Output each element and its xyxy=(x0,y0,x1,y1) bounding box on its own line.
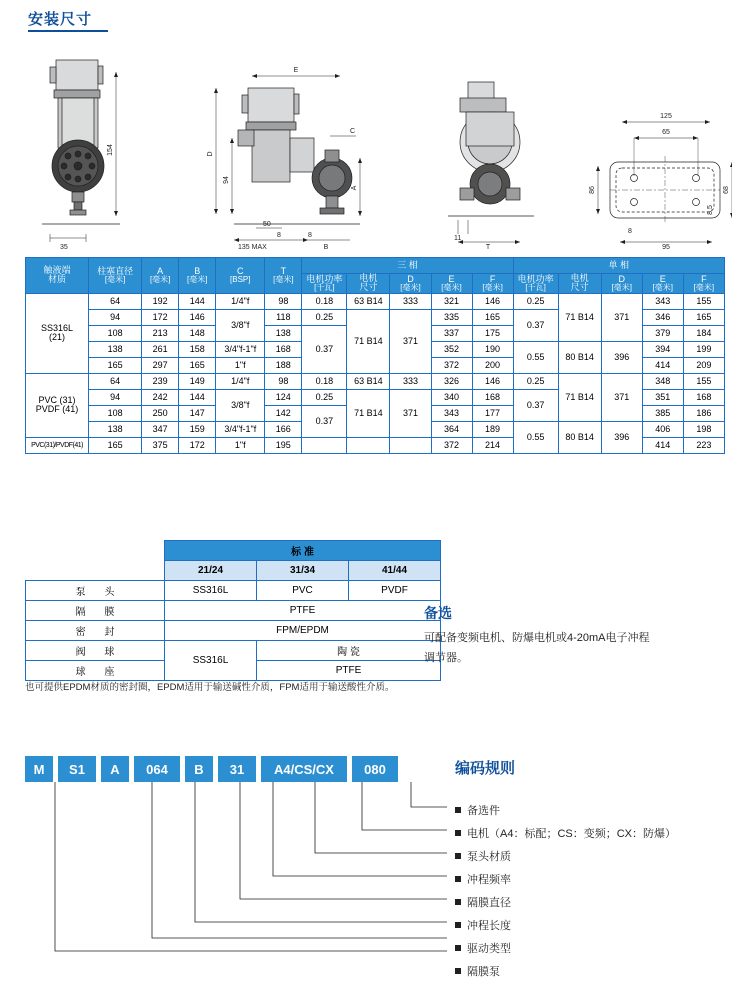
cell-e-3p: 321 xyxy=(431,293,472,309)
cell-e-3p: 364 xyxy=(431,421,472,437)
cell-c: 3/8"f xyxy=(216,389,265,421)
cell-b: 148 xyxy=(179,325,216,341)
svg-text:A: A xyxy=(351,185,358,191)
cell-power-3p: 0.37 xyxy=(302,405,347,437)
cell-power-3p: 0.25 xyxy=(302,309,347,325)
svg-text:154: 154 xyxy=(107,144,114,156)
cell-f-1p: 186 xyxy=(683,405,724,421)
cell-power-1p: 0.25 xyxy=(513,373,558,389)
cell-motor-3p: 63 B14 xyxy=(347,293,390,309)
standard-materials-table xyxy=(25,540,441,681)
cell-c: 3/4"f-1"f xyxy=(216,341,265,357)
cell-e-1p: 406 xyxy=(642,421,683,437)
svg-text:B: B xyxy=(323,244,329,250)
std-cell: SS316L xyxy=(165,641,257,681)
cell-d-1p: 371 xyxy=(601,373,642,421)
code-legend-item xyxy=(455,915,745,938)
svg-text:D: D xyxy=(207,151,214,157)
cell-b: 147 xyxy=(179,405,216,421)
svg-text:8: 8 xyxy=(277,232,281,239)
cell-power-3p: 0.18 xyxy=(302,293,347,309)
cell-e-3p: 343 xyxy=(431,405,472,421)
cell-a: 261 xyxy=(142,341,179,357)
row-label-pvc-pvdf: PVC (31) PVDF (41) xyxy=(26,373,89,437)
std-col-2124: 21/24 xyxy=(165,561,257,581)
cell-f-3p: 146 xyxy=(472,293,513,309)
th-three-phase: 三 相 xyxy=(302,258,513,274)
th-f-3p: F [毫米] xyxy=(472,274,513,294)
cell-f-1p: 199 xyxy=(683,341,724,357)
dimensions-table xyxy=(25,257,725,454)
cell-a: 242 xyxy=(142,389,179,405)
svg-text:94: 94 xyxy=(223,176,230,184)
code-legend-item xyxy=(455,846,745,869)
cell-f-3p: 214 xyxy=(472,437,513,453)
cell-c: 3/8"f xyxy=(216,309,265,341)
cell-plunger: 108 xyxy=(89,405,142,421)
cell-f-1p: 165 xyxy=(683,309,724,325)
svg-text:C: C xyxy=(350,128,356,135)
cell-c: 1"f xyxy=(216,437,265,453)
code-box-7[interactable]: 080 xyxy=(352,756,398,782)
std-label-seat: 球 座 xyxy=(26,661,165,681)
cell-c: 3/4"f-1"f xyxy=(216,421,265,437)
cell-b: 144 xyxy=(179,389,216,405)
drawing-view-front xyxy=(42,60,120,250)
std-cell: SS316L xyxy=(165,581,257,601)
cell-e-1p: 379 xyxy=(642,325,683,341)
cell-d-3p: 333 xyxy=(390,373,431,389)
cell-plunger: 94 xyxy=(89,309,142,325)
code-legend-text: 泵头材质 xyxy=(467,851,511,863)
cell-t: 195 xyxy=(265,437,302,453)
cell-c: 1/4"f xyxy=(216,373,265,389)
cell-f-1p: 198 xyxy=(683,421,724,437)
svg-text:86: 86 xyxy=(589,186,596,194)
cell-t: 168 xyxy=(265,341,302,357)
cell-motor-1p: 71 B14 xyxy=(558,293,601,341)
standard-note: 也可提供EPDM材质的密封圈，EPDM适用于输送碱性介质，FPM适用于输送酸性介质。 xyxy=(25,682,395,693)
code-legend-text: 隔膜直径 xyxy=(467,897,511,909)
th-b: B [毫米] xyxy=(179,258,216,294)
cell-plunger: 138 xyxy=(89,421,142,437)
cell-t: 138 xyxy=(265,325,302,341)
code-legend-item xyxy=(455,961,745,984)
code-rule-legend xyxy=(455,800,745,984)
cell-e-3p: 337 xyxy=(431,325,472,341)
code-legend-item xyxy=(455,892,745,915)
cell-a: 250 xyxy=(142,405,179,421)
cell-motor-3p: 63 B14 xyxy=(347,373,390,389)
std-cell: FPM/EPDM xyxy=(165,621,441,641)
cell-d-1p: 371 xyxy=(601,293,642,341)
cell-power-1p: 0.25 xyxy=(513,293,558,309)
cell-f-1p: 209 xyxy=(683,357,724,373)
svg-text:50: 50 xyxy=(263,221,271,228)
std-col-3134: 31/34 xyxy=(257,561,349,581)
cell-plunger: 165 xyxy=(89,357,142,373)
cell-power-3p xyxy=(302,437,347,453)
cell-power-3p: 0.37 xyxy=(302,325,347,373)
cell-f-3p: 146 xyxy=(472,373,513,389)
cell-f-3p: 200 xyxy=(472,357,513,373)
code-legend-text: 冲程频率 xyxy=(467,874,511,886)
std-row-pumphead xyxy=(26,581,441,601)
cell-e-1p: 414 xyxy=(642,437,683,453)
cell-b: 146 xyxy=(179,309,216,325)
cell-t: 142 xyxy=(265,405,302,421)
cell-e-3p: 372 xyxy=(431,357,472,373)
cell-f-1p: 155 xyxy=(683,293,724,309)
cell-e-1p: 385 xyxy=(642,405,683,421)
cell-e-3p: 352 xyxy=(431,341,472,357)
cell-a: 347 xyxy=(142,421,179,437)
technical-drawings xyxy=(20,38,732,248)
th-plunger: 柱塞直径 [毫米] xyxy=(89,258,142,294)
cell-power-1p: 0.37 xyxy=(513,309,558,341)
cell-b: 149 xyxy=(179,373,216,389)
code-legend-item xyxy=(455,869,745,892)
svg-text:T: T xyxy=(485,244,491,250)
th-e-1p: E [毫米] xyxy=(642,274,683,294)
options-text: 可配备变频电机、防爆电机或4-20mA电子冲程 调节器。 xyxy=(424,632,650,664)
th-power-3p: 电机功率 [千瓦] xyxy=(302,274,347,294)
svg-text:68: 68 xyxy=(723,186,730,194)
std-label-diaphragm: 隔 膜 xyxy=(26,601,165,621)
cell-b: 172 xyxy=(179,437,216,453)
svg-text:E: E xyxy=(293,67,299,74)
cell-e-3p: 335 xyxy=(431,309,472,325)
cell-power-1p: 0.37 xyxy=(513,389,558,421)
svg-text:11: 11 xyxy=(454,235,462,242)
cell-d-3p: 333 xyxy=(390,293,431,309)
std-cell: 陶 瓷 xyxy=(257,641,441,661)
th-a: A [毫米] xyxy=(142,258,179,294)
cell-a: 213 xyxy=(142,325,179,341)
cell-f-1p: 223 xyxy=(683,437,724,453)
std-col-4144: 41/44 xyxy=(349,561,441,581)
cell-d-1p: 396 xyxy=(601,421,642,453)
cell-a: 297 xyxy=(142,357,179,373)
cell-a: 172 xyxy=(142,309,179,325)
code-box-2[interactable]: A xyxy=(101,756,129,782)
cell-t: 118 xyxy=(265,309,302,325)
table-row xyxy=(26,373,725,389)
code-box-0[interactable]: M xyxy=(25,756,53,782)
code-legend-text: 备选件 xyxy=(467,805,500,817)
cell-t: 124 xyxy=(265,389,302,405)
th-single-phase: 单 相 xyxy=(513,258,724,274)
cell-e-3p: 372 xyxy=(431,437,472,453)
th-motorsize-3p: 电机 尺寸 xyxy=(347,274,390,294)
cell-a: 375 xyxy=(142,437,179,453)
cell-t: 98 xyxy=(265,293,302,309)
cell-t: 166 xyxy=(265,421,302,437)
th-motorsize-1p: 电机 尺寸 xyxy=(558,274,601,294)
cell-c: 1/4"f xyxy=(216,293,265,309)
svg-text:135 MAX: 135 MAX xyxy=(238,244,267,250)
svg-text:8.5: 8.5 xyxy=(707,205,714,215)
std-subheader-row xyxy=(26,561,441,581)
cell-motor-3p: 71 B14 xyxy=(347,389,390,437)
std-cell: PVDF xyxy=(349,581,441,601)
cell-f-1p: 155 xyxy=(683,373,724,389)
cell-b: 165 xyxy=(179,357,216,373)
drawing-svg xyxy=(20,38,732,250)
code-legend-text: 冲程长度 xyxy=(467,920,511,932)
code-box-4[interactable]: B xyxy=(185,756,213,782)
table-header-row-1 xyxy=(26,258,725,274)
code-rule-boxes xyxy=(25,756,403,782)
std-header-row xyxy=(26,541,441,561)
cell-f-1p: 168 xyxy=(683,389,724,405)
cell-motor-3p xyxy=(347,437,390,453)
cell-power-3p: 0.18 xyxy=(302,373,347,389)
cell-motor-3p: 71 B14 xyxy=(347,309,390,373)
std-label-pumphead: 泵 头 xyxy=(26,581,165,601)
cell-t: 98 xyxy=(265,373,302,389)
cell-d-3p xyxy=(390,437,431,453)
th-material: 触液端 材质 xyxy=(26,258,89,294)
cell-f-3p: 190 xyxy=(472,341,513,357)
th-power-1p: 电机功率 [千瓦] xyxy=(513,274,558,294)
code-box-1[interactable]: S1 xyxy=(58,756,96,782)
cell-a: 192 xyxy=(142,293,179,309)
cell-plunger: 94 xyxy=(89,389,142,405)
title-underline xyxy=(28,30,108,32)
cell-motor-1p: 80 B14 xyxy=(558,341,601,373)
page-title: 安装尺寸 xyxy=(28,11,93,28)
cell-plunger: 138 xyxy=(89,341,142,357)
cell-b: 144 xyxy=(179,293,216,309)
cell-e-1p: 346 xyxy=(642,309,683,325)
cell-f-3p: 165 xyxy=(472,309,513,325)
std-label-seal: 密 封 xyxy=(26,621,165,641)
cell-a: 239 xyxy=(142,373,179,389)
std-cell: PTFE xyxy=(257,661,441,681)
cell-f-3p: 189 xyxy=(472,421,513,437)
cell-e-1p: 414 xyxy=(642,357,683,373)
svg-text:8: 8 xyxy=(628,228,632,235)
table-row xyxy=(26,293,725,309)
cell-d-1p: 396 xyxy=(601,341,642,373)
code-legend-text: 驱动类型 xyxy=(467,943,511,955)
code-box-3[interactable]: 064 xyxy=(134,756,180,782)
cell-d-3p: 371 xyxy=(390,389,431,437)
th-d-1p: D [毫米] xyxy=(601,274,642,294)
drawing-view-baseplate xyxy=(589,113,732,250)
code-box-5[interactable]: 31 xyxy=(218,756,256,782)
svg-text:125: 125 xyxy=(660,113,672,120)
cell-e-1p: 348 xyxy=(642,373,683,389)
cell-t: 188 xyxy=(265,357,302,373)
std-row-diaphragm xyxy=(26,601,441,621)
cell-power-1p: 0.55 xyxy=(513,421,558,453)
th-f-1p: F [毫米] xyxy=(683,274,724,294)
th-d-3p: D [毫米] xyxy=(390,274,431,294)
code-legend-item xyxy=(455,938,745,961)
std-cell: PVC xyxy=(257,581,349,601)
svg-text:8: 8 xyxy=(308,232,312,239)
svg-text:65: 65 xyxy=(662,129,670,136)
cell-plunger: 64 xyxy=(89,373,142,389)
cell-power-3p: 0.25 xyxy=(302,389,347,405)
cell-plunger: 165 xyxy=(89,437,142,453)
cell-d-3p: 371 xyxy=(390,309,431,373)
cell-e-1p: 343 xyxy=(642,293,683,309)
code-legend-item xyxy=(455,800,745,823)
cell-plunger: 108 xyxy=(89,325,142,341)
cell-f-3p: 168 xyxy=(472,389,513,405)
code-rule-title: 编码规则 xyxy=(455,760,516,777)
cell-c: 1"f xyxy=(216,357,265,373)
row-label-pvc-pvdf-last: PVC(31)/PVDF(41) xyxy=(26,437,89,453)
svg-text:35: 35 xyxy=(60,244,68,250)
cell-f-1p: 184 xyxy=(683,325,724,341)
cell-e-1p: 394 xyxy=(642,341,683,357)
options-title: 备选 xyxy=(424,605,452,621)
drawing-view-side xyxy=(207,67,362,250)
cell-f-3p: 177 xyxy=(472,405,513,421)
cell-b: 158 xyxy=(179,341,216,357)
std-row-ball xyxy=(26,641,441,661)
std-label-ball: 阀 球 xyxy=(26,641,165,661)
cell-motor-1p: 80 B14 xyxy=(558,421,601,453)
std-cell: PTFE xyxy=(165,601,441,621)
cell-e-3p: 340 xyxy=(431,389,472,405)
cell-f-3p: 175 xyxy=(472,325,513,341)
cell-e-1p: 351 xyxy=(642,389,683,405)
cell-power-1p: 0.55 xyxy=(513,341,558,373)
cell-b: 159 xyxy=(179,421,216,437)
code-box-6[interactable]: A4/CS/CX xyxy=(261,756,347,782)
th-c: C [BSP] xyxy=(216,258,265,294)
code-legend-item xyxy=(455,823,745,846)
row-label-ss316l: SS316L (21) xyxy=(26,293,89,373)
std-title: 标 准 xyxy=(165,541,441,561)
code-legend-text: 隔膜泵 xyxy=(467,966,500,978)
cell-plunger: 64 xyxy=(89,293,142,309)
drawing-view-rear xyxy=(448,82,534,250)
th-t: T [毫米] xyxy=(265,258,302,294)
cell-motor-1p: 71 B14 xyxy=(558,373,601,421)
code-legend-text: 电机（A4：标配；CS：变频；CX：防爆） xyxy=(467,828,677,840)
cell-e-3p: 326 xyxy=(431,373,472,389)
svg-text:95: 95 xyxy=(662,244,670,250)
std-row-seal xyxy=(26,621,441,641)
th-e-3p: E [毫米] xyxy=(431,274,472,294)
